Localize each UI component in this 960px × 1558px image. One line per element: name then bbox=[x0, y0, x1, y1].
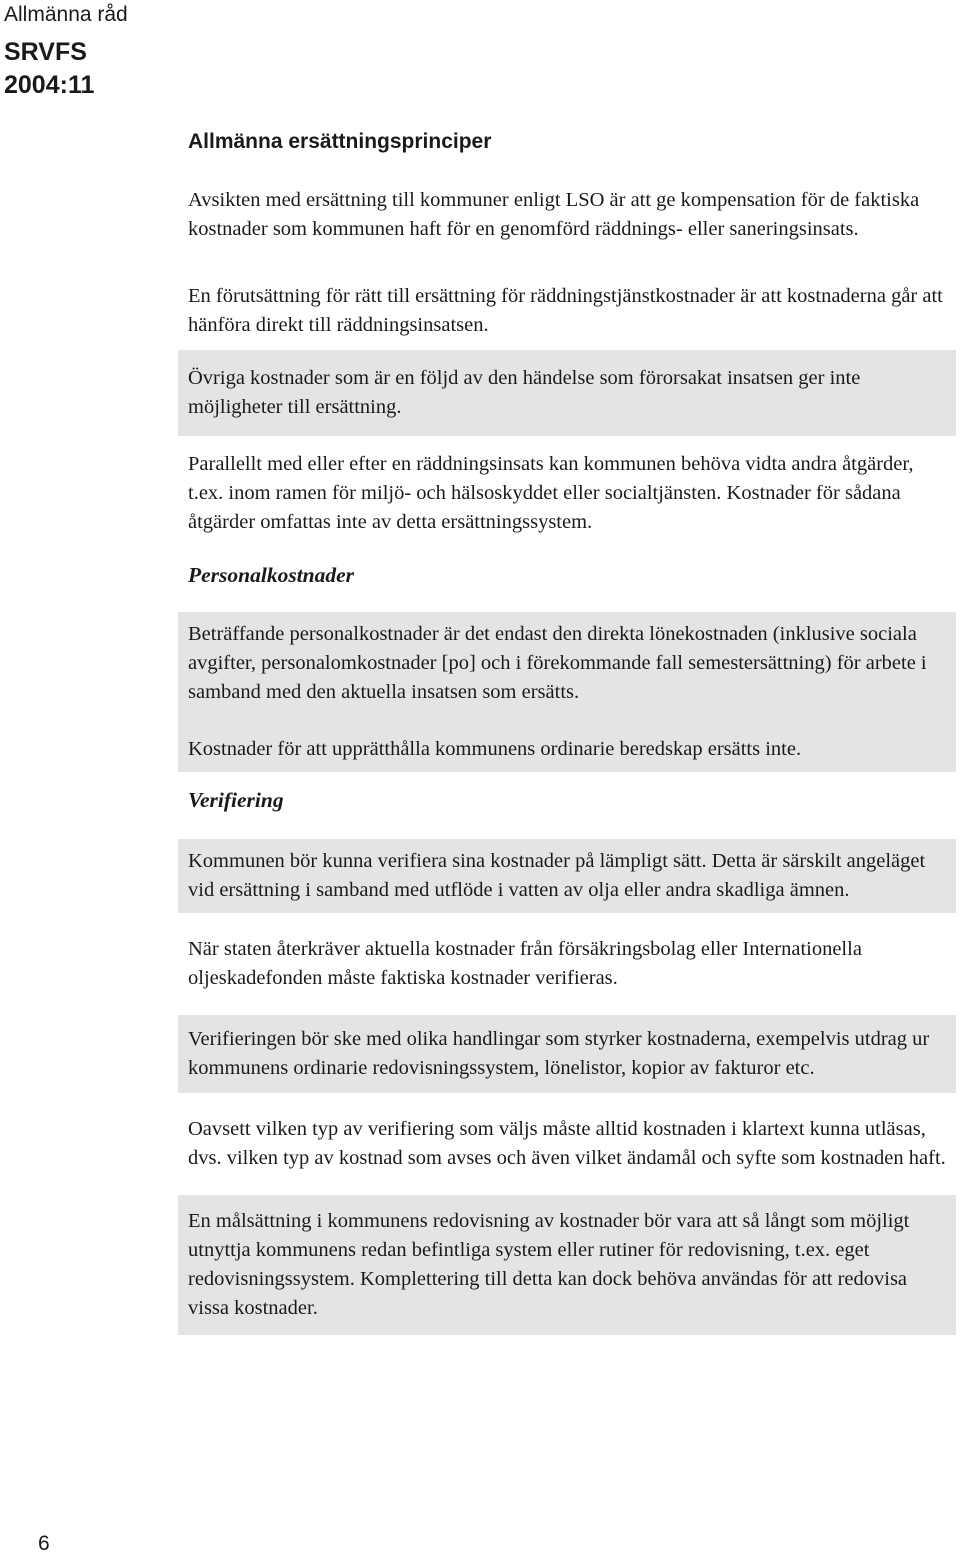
document-code-line2: 2004:11 bbox=[4, 71, 95, 99]
page-number: 6 bbox=[38, 1532, 50, 1555]
subheading-verifiering: Verifiering bbox=[188, 788, 284, 812]
paragraph-shaded: Övriga kostnader som är en följd av den händelse som förorsakat insatsen ger inte möjligheter till ersättning. bbox=[178, 350, 956, 436]
paragraph: Kostnader för att upprätthålla kommunens ordinarie beredskap ersätts inte. bbox=[188, 738, 802, 760]
paragraph-shaded: Kommunen bör kunna verifiera sina kostnader på lämpligt sätt. Detta är särskilt angeläget vid ersättning i samband med utflöde i vatten av olja eller andra skadliga ämnen. bbox=[178, 839, 956, 913]
margin-header bbox=[4, 2, 128, 102]
main-content bbox=[178, 126, 956, 1335]
paragraph: Oavsett vilken typ av verifiering som väljs måste alltid kostnaden i klartext kunna utläsas, dvs. vilken typ av kostnad som avses och även vilket ändamål och syfte som kostnaden haft. bbox=[188, 1118, 946, 1169]
document-category: Allmänna råd bbox=[4, 3, 128, 26]
section-title: Allmänna ersättningsprinciper bbox=[188, 130, 492, 153]
paragraph-shaded: Verifieringen bör ske med olika handlingar som styrker kostnaderna, exempelvis utdrag ur kommunens ordinarie redovisningssystem, lönelistor, kopior av fakturor etc. bbox=[178, 1015, 956, 1093]
paragraph: Avsikten med ersättning till kommuner enligt LSO är att ge kompensation för de faktiska kostnader som kommunen haft för en genomförd räddnings- eller saneringsinsats. bbox=[188, 189, 920, 240]
document-code bbox=[4, 36, 128, 102]
paragraph: När staten återkräver aktuella kostnader från försäkringsbolag eller Internationella oljeskadefonden måste faktiska kostnader verifieras. bbox=[188, 938, 862, 989]
document-code-line1: SRVFS bbox=[4, 38, 87, 66]
shaded-block bbox=[178, 612, 956, 772]
paragraph: En förutsättning för rätt till ersättning för räddningstjänstkostnader är att kostnaderna går att hänföra direkt till räddningsinsatsen. bbox=[188, 285, 943, 336]
paragraph: Parallellt med eller efter en räddningsinsats kan kommunen behöva vidta andra åtgärder, t.ex. inom ramen för miljö- och hälsoskyddet eller socialtjänsten. Kostnader för sådana åtgärder omfattas inte av detta ersättningssystem. bbox=[188, 453, 914, 533]
paragraph: Beträffande personalkostnader är det endast den direkta lönekostnaden (inklusive sociala avgifter, personalomkostnader [po] och i förekommande fall semestersättning) för arbete i samband med den aktuella insatsen som ersätts. bbox=[188, 623, 927, 703]
paragraph-shaded: En målsättning i kommunens redovisning av kostnader bör vara att så långt som möjligt utnyttja kommunens redan befintliga system eller rutiner för redovisning, t.ex. eget redovisningssystem. Komplettering till detta kan dock behöva användas för att redovisa vissa kostnader. bbox=[178, 1195, 956, 1335]
subheading-personalkostnader: Personalkostnader bbox=[188, 563, 355, 587]
